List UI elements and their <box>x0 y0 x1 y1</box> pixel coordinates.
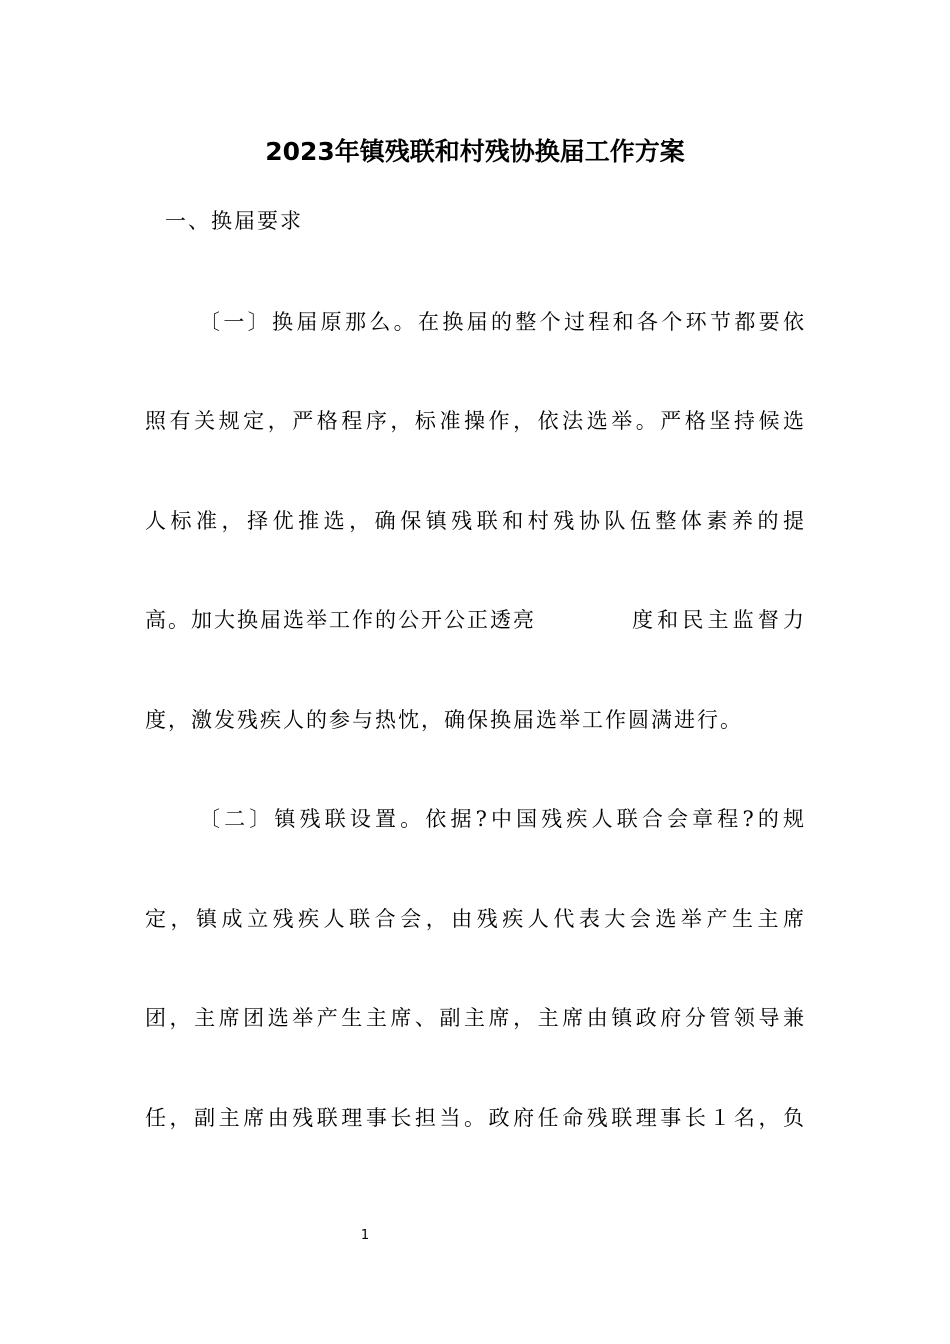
paragraph-line: 人标准，择优推选，确保镇残联和村残协队伍整体素养的提 <box>145 509 804 533</box>
paragraph-line: 任，副主席由残联理事长担当。政府任命残联理事长１名，负 <box>145 1106 804 1130</box>
document-title: 2023年镇残联和村残协换届工作方案 <box>265 137 685 166</box>
section-heading: 一、换届要求 <box>165 209 303 233</box>
paragraph-line: 〔二〕镇残联设置。依据?中国残疾人联合会章程?的规 <box>199 807 804 831</box>
paragraph-line: 高。加大换届选举工作的公开公正透亮 <box>145 608 536 632</box>
paragraph-line: 度，激发残疾人的参与热忱，确保换届选举工作圆满进行。 <box>145 708 743 732</box>
page-number: 1 <box>360 1228 370 1243</box>
paragraph-line: 度和民主监督力 <box>632 608 804 632</box>
paragraph-line: 〔一〕换届原那么。在换届的整个过程和各个环节都要依 <box>199 310 804 334</box>
paragraph-line: 照有关规定，严格程序，标准操作，依法选举。严格坚持候选 <box>145 409 804 433</box>
paragraph-line: 定，镇成立残疾人联合会，由残疾人代表大会选举产生主席 <box>145 907 804 931</box>
paragraph-line: 团，主席团选举产生主席、副主席，主席由镇政府分管领导兼 <box>145 1006 804 1030</box>
